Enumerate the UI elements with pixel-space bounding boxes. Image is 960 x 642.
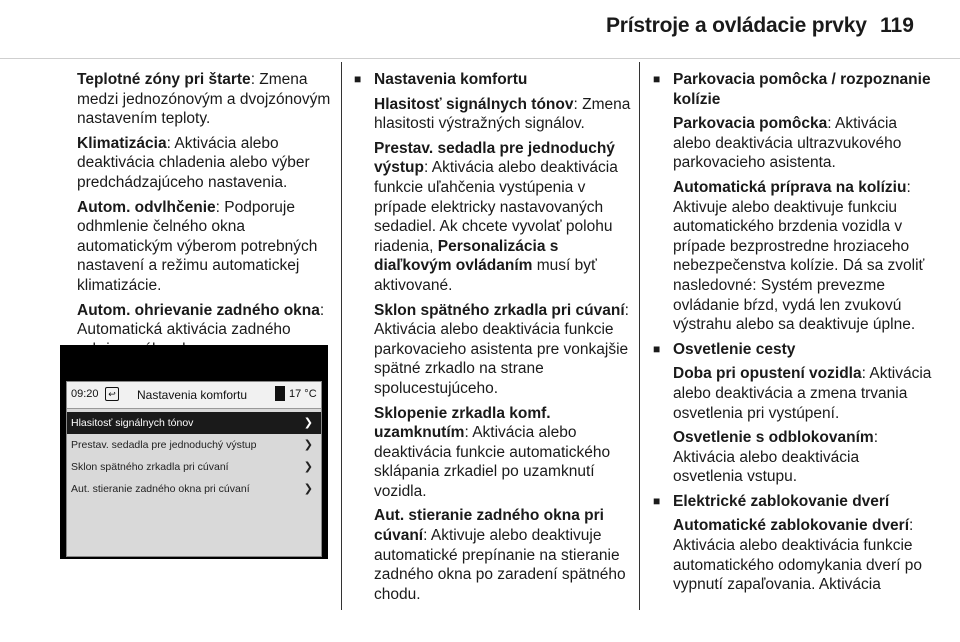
definition-item: Hlasitosť signálnych tónov: Zmena hlasitosti výstražných signálov. [374, 95, 631, 133]
definition-item: Klimatizácia: Aktivácia alebo deaktivácia chladenia alebo výber predchádzajúceho nastavenia. [77, 134, 310, 191]
section-heading: ■ Elektrické zablokovanie dverí [653, 492, 890, 510]
definition-item: Sklopenie zrkadla komf. uzamknutím: Aktivácia alebo deaktivácia funkcie automatického sklápania zrkadiel po uzamknutí vozidla. [374, 404, 611, 500]
section-heading: ■ Osvetlenie cesty [653, 340, 796, 358]
definition-item: Automatická príprava na kolíziu: Aktivuje alebo deaktivuje funkciu automatického brzdenia vozidla v prípade bezprostredne hroziaceho nebezpečenstva kolízie. Dá sa zvoliť nasledovné: Systém prevezme ovládanie bŕzd, vydá len zvukovú výstrahu alebo sa deaktivuje úplne. [673, 178, 925, 334]
display-screenshot [60, 345, 328, 559]
display-temperature: 17 °C [289, 388, 317, 400]
page-title: Prístroje a ovládacie prvky [606, 14, 867, 37]
bullet-icon: ■ [653, 72, 661, 86]
display-screen [66, 381, 322, 557]
menu-item: Sklon spätného zrkadla pri cúvaní ❯ [67, 456, 321, 478]
display-time: 09:20 [71, 388, 99, 400]
definition-item: Autom. odvlhčenie: Podporuje odhmlenie čelného okna automatickým výberom potrebných nastavení a režimu automatickej klimatizácie. [77, 198, 318, 294]
column-3 [651, 70, 933, 600]
section-heading: ■ Nastavenia komfortu [354, 71, 528, 88]
bullet-icon: ■ [354, 72, 362, 86]
chevron-right-icon: ❯ [303, 439, 313, 451]
temperature-icon [275, 386, 285, 401]
page-number: 119 [880, 14, 914, 37]
definition-item: Aut. stieranie zadného okna pri cúvaní: Aktivuje alebo deaktivuje automatické prepínanie na stieranie zadného okna po zaradení spätného chodu. [374, 507, 626, 603]
back-icon: ↩ [105, 387, 119, 401]
definition-item: Teplotné zóny pri štarte: Zmena medzi jednozónovým a dvojzónovým nastavením teploty. [77, 71, 331, 128]
definition-item: Autom. ohrievanie zadného okna: Automatická aktivácia zadného [77, 301, 325, 339]
chevron-right-icon: ❯ [303, 483, 313, 495]
definition-item: Sklon spätného zrkadla pri cúvaní: Aktivácia alebo deaktivácia funkcie parkovacieho asistenta pre vonkajšie spätné zrkadlo na strane spolucestujúceho. [374, 301, 629, 397]
section-heading: ■ Parkovacia pomôcka / rozpoznanie kolízie [653, 71, 931, 108]
definition-item: Osvetlenie s odblokovaním: Aktivácia alebo deaktivácia osvetlenia vstupu. [673, 429, 879, 486]
bullet-icon: ■ [653, 341, 661, 356]
menu-item: Aut. stieranie zadného okna pri cúvaní ❯ [67, 478, 321, 500]
chevron-right-icon: ❯ [303, 461, 313, 473]
menu-item: Prestav. sedadla pre jednoduchý výstup ❯ [67, 434, 321, 456]
column-divider-1 [341, 62, 342, 610]
display-status-bar [67, 382, 321, 409]
chevron-right-icon: ❯ [303, 417, 313, 429]
display-title: Nastavenia komfortu [137, 388, 248, 402]
column-2 [352, 70, 634, 609]
header-divider [0, 58, 960, 59]
bullet-icon: ■ [653, 493, 661, 508]
column-divider-2 [639, 62, 640, 610]
definition-item: Doba pri opustení vozidla: Aktivácia alebo deaktivácia a zmena trvania osvetlenia pri vystúpení. [673, 365, 932, 422]
column-1 [77, 70, 335, 364]
definition-item: Prestav. sedadla pre jednoduchý výstup: Aktivácia alebo deaktivácia funkcie uľahčenia vystúpenia v prípade elektricky nastavovaných sedadiel. Ak chcete vyvolať polohu riadenia, Personalizácia s diaľkovým ovládaním musí byť aktivované. [374, 139, 618, 294]
definition-item: Parkovacia pomôcka: Aktivácia alebo deaktivácia ultrazvukového parkovacieho asistenta. [673, 115, 902, 172]
menu-item-selected: Hlasitosť signálnych tónov ❯ [67, 412, 321, 434]
definition-item: Automatické zablokovanie dverí: Aktivácia alebo deaktivácia funkcie automatického odomykania dverí po vypnutí zapaľovania. Aktivácia [673, 517, 923, 594]
